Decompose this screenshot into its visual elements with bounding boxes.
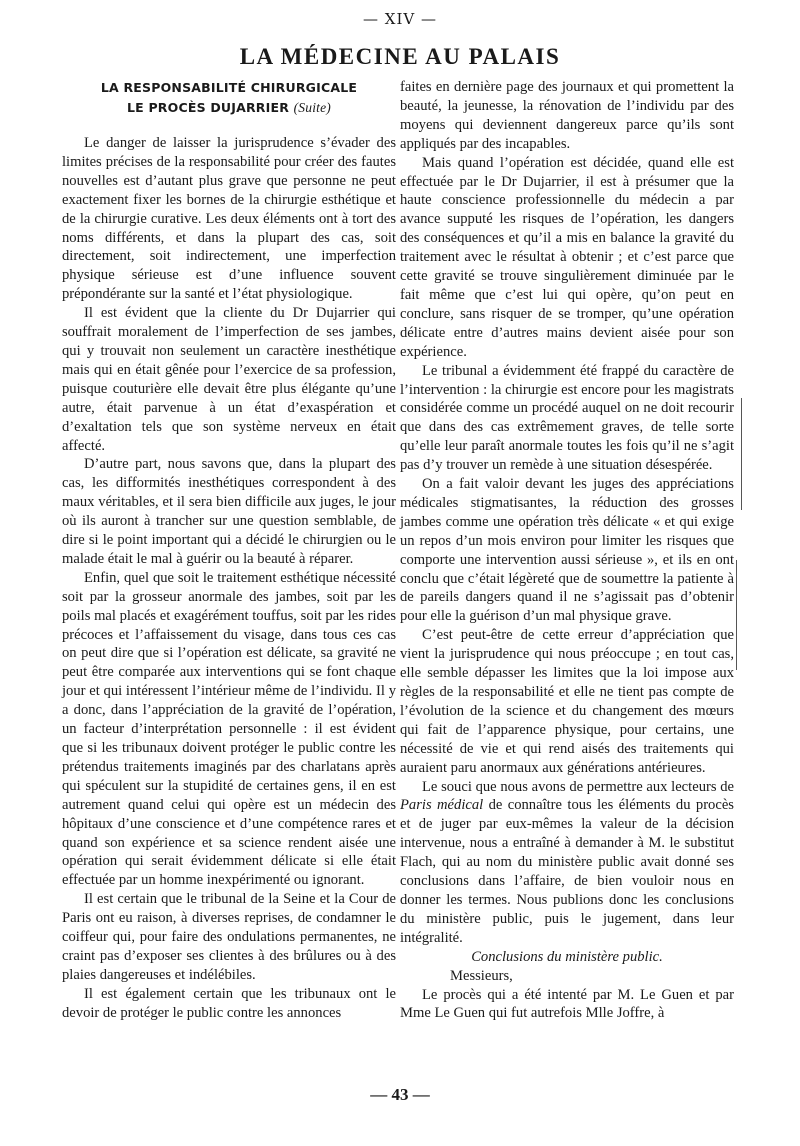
paragraph: Le danger de laisser la jurisprudence s’évader des limites précises de la responsabilité pour créer des fautes nouvelles est d’autant plus grave que personne ne peut exactement fixer les bornes de la chirurgie esthétique et de la chirurgie curative. Les deux éléments ont à tort des noms différents, et dans la plupart des cas, soit directement, soit indirectement, une imperfection physique sérieuse est d’une influence souvent prépondérante sur la santé et l’état physiologique. — [62, 135, 396, 303]
souci-text-after: de connaître tous les éléments du procès et de juger par eux-mêmes la valeur de la décision intervenue, nous a entraîné à demander à M. le substitut Flach, qui au nom du ministère public avait donné ses conclusions dans l’affaire, de bien vouloir nous en donner les termes. Nous publions donc les conclusions du ministère public, puis le jugement, dans leur intégralité. — [400, 797, 734, 946]
journal-title: LA MÉDECINE AU PALAIS — [239, 44, 561, 69]
journal-name: Paris médical — [400, 797, 484, 814]
paragraph: Le tribunal a évidemment été frappé du caractère de l’intervention : la chirurgie est encore pour les magistrats considérée comme un procédé auquel on ne doit recourir que dans des cas extrêmement graves, de telle sorte qu’elle leur paraît anormale toutes les fois qu’il ne s’agit pas d’y trouver un remède à une situation désespérée. — [400, 362, 734, 474]
paragraph: C’est peut-être de cette erreur d’appréciation que vient la jurisprudence qui nous préoccupe ; en tout cas, elle semble dépasser les limites que la loi impose aux règles de la responsabilité et elle ne tient pas compte de l’évolution de la science et du changement des mœurs qui fait de l’apparence physique, pour certains, une nécessité de vie et qui rend aisés des traitements qui auraient paru anormaux aux générations antérieures. — [400, 627, 734, 776]
paragraph: Il est évident que la cliente du Dr Dujarrier qui souffrait moralement de l’imperfection de ses jambes, qui y trouvait non seulement un caractère inesthétique mais qui en était gênée pour l’exercice de sa profession, puisque couturière elle devait être plus élégante qu’une autre, était parvenue à un état d’exaspération et d’exaltation tels que son système nerveux en était affecté. — [62, 305, 396, 454]
paragraph: Il est certain que le tribunal de la Seine et la Cour de Paris ont eu raison, à diverses reprises, de condamner le coiffeur qui, pour faire des ondulations permanentes, ne craint pas d’exposer ses clientes à des brûlures ou à des plaies dangereuses et indélébiles. — [62, 891, 396, 983]
paragraph: Enfin, quel que soit le traitement esthétique nécessité soit par la grosseur anormale des jambes, soit par les poils mal placés et exagérément touffus, soit par les rides précoces et l’affaissement du visage, dans tous ces cas on peut dire que si l’opération est délicate, sa gravité ne peut être comparée aux interventions qui se font chaque jour et qui intéressent l’intérieur même de l’individu. Il y a donc, dans l’appréciation de la gravité de l’opération, un facteur d’interprétation personnelle : il est évident que si les tribunaux doivent protéger le public contre les prétendus traitements imaginés par des charlatans après qui spéculent sur la stupidité de certaines gens, il en est autrement quand celui qui opère est un médecin des hôpitaux d’une conscience et d’une compétence rares et quand son expérience et sa science rendent aisée une opération qui serait évidemment délicate si elle était effectuée par un homme inexpérimenté ou ignorant. — [62, 569, 396, 889]
section-heading-line1: LA RESPONSABILITÉ CHIRURGICALE — [100, 80, 358, 95]
conclusions-title: Conclusions du ministère public. — [471, 948, 663, 965]
running-head: — XIV — — [363, 10, 437, 28]
salutation: Messieurs, — [450, 967, 513, 984]
page-number: — 43 — — [370, 1085, 430, 1104]
paragraph: D’autre part, nous savons que, dans la plupart des cas, les difformités inesthétiques correspondent à des maux véritables, et il sera bien difficile aux juges, le jour où ils auront à trancher sur une question semblable, de dire si le point important qui a décidé le chirurgien ou le malade était le mal à guérir ou la beauté à réparer. — [62, 456, 396, 567]
souci-text-before: Le souci que nous avons de permettre aux lecteurs de — [422, 778, 734, 795]
paragraph: Il est également certain que les tribunaux ont le devoir de protéger le public contre les annonces — [62, 985, 396, 1021]
paragraph-continuation: faites en dernière page des journaux et qui promettent la beauté, la jeunesse, la rénovation de l’individu par des moyens qui deviennent dangereux parce qu’ils sont appliqués par des incapables. — [400, 79, 734, 152]
margin-annotation-line — [741, 398, 742, 510]
left-column — [62, 78, 396, 1023]
right-column — [400, 78, 734, 1023]
paragraph: On a fait valoir devant les juges des appréciations médicales stigmatisantes, la réduction des grosses jambes comme une opération très délicate « et qui exige un repos d’un mois environ pour limiter les risques que comporte une intervention aussi sérieuse », et ils en ont conclu que c’était légèreté que de soumettre la patiente à de pareils dangers quand il ne s’agissait pas d’obtenir pour elle la guérison d’un mal physique grave. — [400, 476, 734, 625]
paragraph-final: Le procès qui a été intenté par M. Le Guen et par Mme Le Guen qui fut autrefois Mlle Joffre, à — [400, 986, 734, 1022]
section-heading-suite: (Suite) — [293, 100, 331, 115]
margin-annotation-line — [736, 560, 737, 670]
section-heading-line2 — [62, 98, 396, 118]
paragraph-souci — [400, 778, 734, 948]
paragraph: Mais quand l’opération est décidée, quand elle est effectuée par le Dr Dujarrier, il est à présumer que la haute conscience professionnelle du médecin a par avance supputé les risques de l’opération, les dangers des conséquences et qu’il a mis en balance la gravité du traitement avec le résultat à obtenir ; et c’est parce que cette gravité se trouve singulièrement diminuée par le fait même que c’est lui qui opère, qu’on peut en conclure, sans risquer de se tromper, qu’une opération délicate entre d’autres mains devient aisée pour son expérience. — [400, 154, 734, 360]
section-heading-title: LE PROCÈS DUJARRIER — [126, 100, 290, 115]
